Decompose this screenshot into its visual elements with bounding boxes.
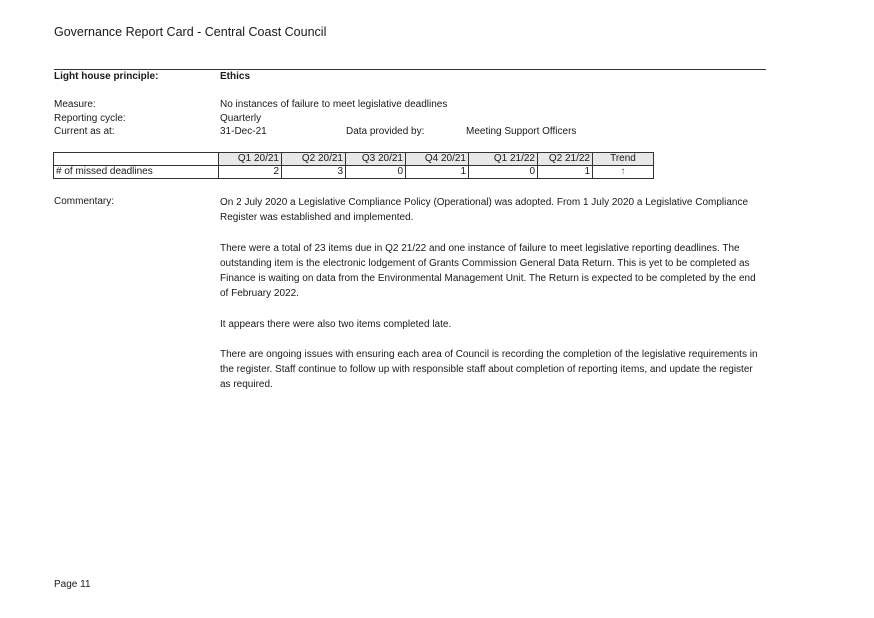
commentary-paragraph: There were a total of 23 items due in Q2 21/22 and one instance of failure to meet legislative reporting deadlines. The outstanding item is the electronic lodgement of Grants Commission General Data Return. This is yet to be completed as Finance is waiting on data from the Environmental Management Unit. The Return is expected to be completed by the end of February 2022. xyxy=(220,242,756,300)
table-header-trend: Trend xyxy=(593,153,654,166)
report-title: Governance Report Card - Central Coast Council xyxy=(54,25,327,39)
table-header-cell: Q2 21/22 xyxy=(538,153,593,166)
table-cell: 2 xyxy=(219,166,282,179)
table-header-cell: Q1 20/21 xyxy=(219,153,282,166)
measure-value: No instances of failure to meet legislative deadlines xyxy=(220,99,448,110)
table-row xyxy=(54,166,654,179)
trend-up-arrow-icon: ↑ xyxy=(593,166,654,179)
table-header-cell: Q3 20/21 xyxy=(346,153,406,166)
table-header-cell: Q2 20/21 xyxy=(282,153,346,166)
commentary-label: Commentary: xyxy=(54,196,115,207)
principle-value: Ethics xyxy=(220,71,251,82)
commentary-body xyxy=(220,195,765,408)
table-header-row xyxy=(54,153,654,166)
principle-label: Light house principle: xyxy=(54,71,159,82)
header-divider xyxy=(54,69,766,70)
data-provided-by-label: Data provided by: xyxy=(346,126,425,137)
reporting-cycle-label: Reporting cycle: xyxy=(54,113,126,124)
table-cell: 1 xyxy=(406,166,469,179)
page-number: Page 11 xyxy=(54,579,91,590)
table-corner-cell xyxy=(54,153,219,166)
table-cell: 3 xyxy=(282,166,346,179)
table-row-label: # of missed deadlines xyxy=(54,166,219,179)
commentary-paragraph: It appears there were also two items completed late. xyxy=(220,318,452,330)
missed-deadlines-table xyxy=(53,152,654,179)
commentary-paragraph: There are ongoing issues with ensuring each area of Council is recording the completion of the legislative requirements in the register. Staff continue to follow up with responsible staff about completion of reporting items, and update the register as required. xyxy=(220,348,758,391)
current-as-at-label: Current as at: xyxy=(54,126,115,137)
table-cell: 0 xyxy=(346,166,406,179)
commentary-paragraph: On 2 July 2020 a Legislative Compliance Policy (Operational) was adopted. From 1 July 2020 a Legislative Compliance Register was established and implemented. xyxy=(220,197,749,224)
table-cell: 0 xyxy=(469,166,538,179)
current-as-at-value: 31-Dec-21 xyxy=(220,126,267,137)
reporting-cycle-value: Quarterly xyxy=(220,113,262,124)
table-header-cell: Q1 21/22 xyxy=(469,153,538,166)
table-header-cell: Q4 20/21 xyxy=(406,153,469,166)
measure-label: Measure: xyxy=(54,99,96,110)
table-cell: 1 xyxy=(538,166,593,179)
data-provided-by-value: Meeting Support Officers xyxy=(466,126,577,137)
